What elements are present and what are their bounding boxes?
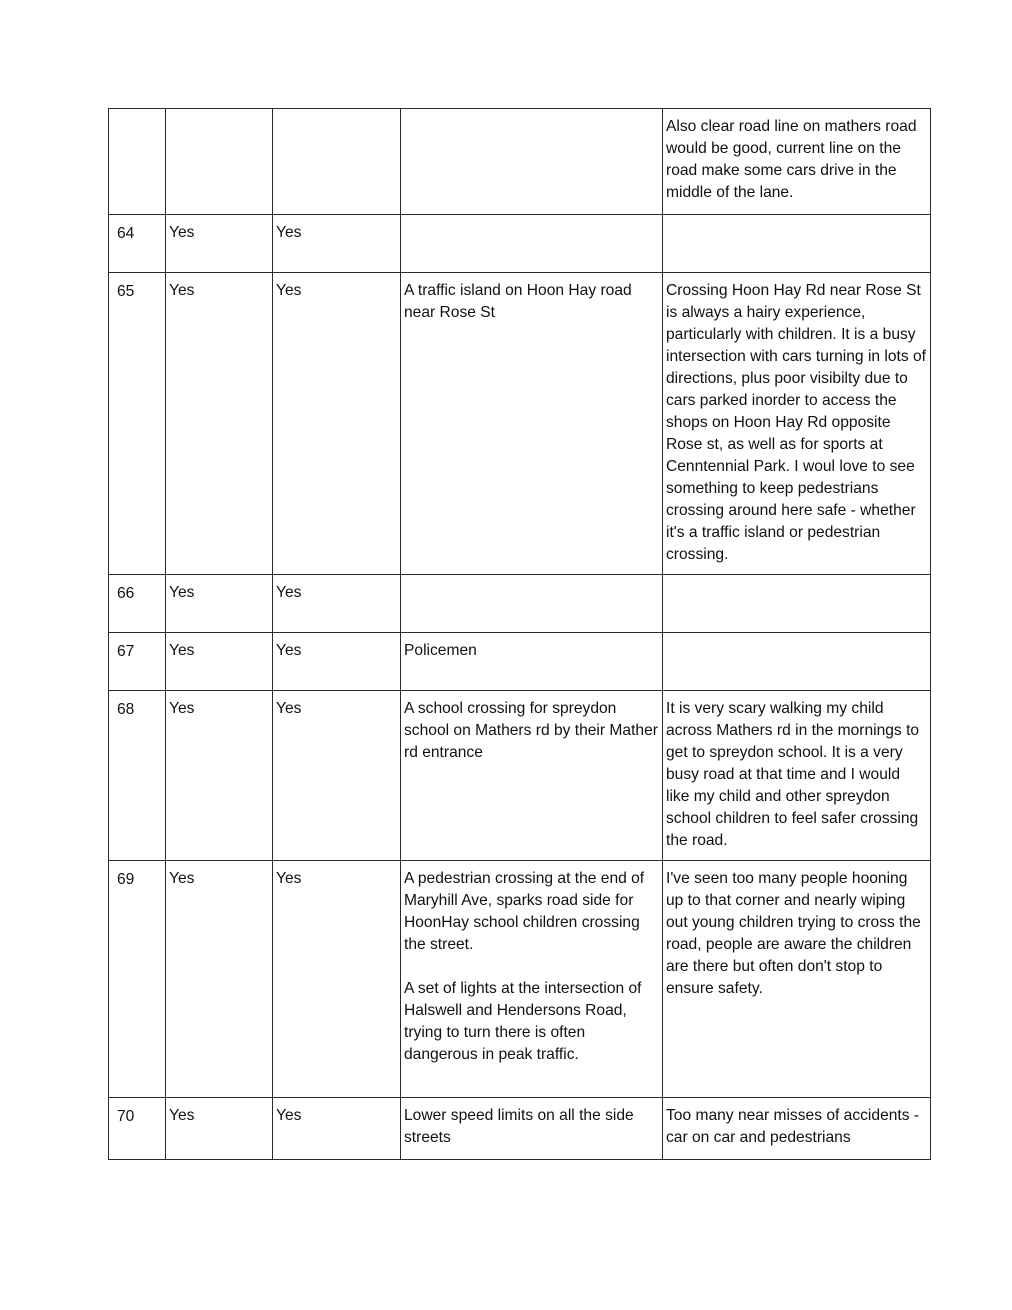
comment-paragraph: Crossing Hoon Hay Rd near Rose St is always a hairy experience, particularly with children. It is a busy intersection with cars turning in lots of directions, plus poor visibilty due to cars parked inorder to access the shops on Hoon Hay Rd opposite Rose st, as well as for sports at Cenntennial Park. I woul love to see something to keep pedestrians crossing around here safe - whether it's a traffic island or pedestrian crossing.	[666, 282, 927, 563]
answer-cell-1: Yes	[166, 575, 273, 633]
table-row	[109, 109, 931, 215]
comment-cell	[663, 215, 931, 273]
comment-paragraph: Also clear road line on mathers road would be good, current line on the road make some cars drive in the middle of the lane.	[666, 118, 917, 201]
table-row	[109, 861, 931, 1098]
comment-cell	[663, 1098, 931, 1160]
table-row	[109, 273, 931, 575]
suggestion-paragraph: A school crossing for spreydon school on Mathers rd by their Mather rd entrance	[404, 700, 658, 761]
suggestion-cell	[401, 215, 663, 273]
responses-table-body	[109, 109, 931, 1160]
suggestion-cell	[401, 861, 663, 1098]
comment-cell	[663, 691, 931, 861]
comment-cell	[663, 575, 931, 633]
table-row	[109, 575, 931, 633]
answer-cell-2: Yes	[273, 215, 401, 273]
answer-cell-2	[273, 109, 401, 215]
suggestion-cell	[401, 575, 663, 633]
answer-cell-1: Yes	[166, 691, 273, 861]
answer-cell-2: Yes	[273, 633, 401, 691]
row-number-cell: 65	[109, 273, 166, 575]
comment-paragraph: It is very scary walking my child across Mathers rd in the mornings to get to spreydon school. It is a very busy road at that time and I would like my child and other spreydon school children to feel safer crossing the road.	[666, 700, 920, 849]
comment-cell	[663, 109, 931, 215]
row-number-cell: 66	[109, 575, 166, 633]
comment-cell	[663, 633, 931, 691]
suggestion-cell	[401, 1098, 663, 1160]
answer-cell-2: Yes	[273, 273, 401, 575]
suggestion-paragraph: Lower speed limits on all the side streets	[404, 1107, 634, 1146]
table-row	[109, 691, 931, 861]
suggestion-paragraph: A set of lights at the intersection of Halswell and Hendersons Road, trying to turn there is often dangerous in peak traffic.	[404, 980, 642, 1063]
row-number-cell: 64	[109, 215, 166, 273]
suggestion-cell	[401, 633, 663, 691]
answer-cell-2: Yes	[273, 861, 401, 1098]
table-row	[109, 633, 931, 691]
answer-cell-1: Yes	[166, 861, 273, 1098]
comment-cell	[663, 861, 931, 1098]
row-number-cell	[109, 109, 166, 215]
suggestion-paragraph: Policemen	[404, 642, 477, 659]
comment-paragraph: I've seen too many people hooning up to that corner and nearly wiping out young children trying to cross the road, people are aware the children are there but often don't stop to ensure safety.	[666, 870, 921, 997]
comment-cell	[663, 273, 931, 575]
suggestion-paragraph: A pedestrian crossing at the end of Maryhill Ave, sparks road side for HoonHay school children crossing the street.	[404, 870, 645, 953]
row-number-cell: 68	[109, 691, 166, 861]
suggestion-paragraph: A traffic island on Hoon Hay road near Rose St	[404, 282, 632, 321]
answer-cell-1: Yes	[166, 1098, 273, 1160]
suggestion-cell	[401, 691, 663, 861]
suggestion-cell	[401, 109, 663, 215]
answer-cell-2: Yes	[273, 575, 401, 633]
answer-cell-2: Yes	[273, 691, 401, 861]
comment-paragraph: Too many near misses of accidents - car on car and pedestrians	[666, 1107, 920, 1146]
row-number-cell: 67	[109, 633, 166, 691]
answer-cell-1: Yes	[166, 215, 273, 273]
row-number-cell: 70	[109, 1098, 166, 1160]
answer-cell-1: Yes	[166, 273, 273, 575]
row-number-cell: 69	[109, 861, 166, 1098]
answer-cell-1: Yes	[166, 633, 273, 691]
table-row	[109, 1098, 931, 1160]
table-row	[109, 215, 931, 273]
answer-cell-1	[166, 109, 273, 215]
suggestion-cell	[401, 273, 663, 575]
responses-table	[108, 108, 931, 1160]
answer-cell-2: Yes	[273, 1098, 401, 1160]
